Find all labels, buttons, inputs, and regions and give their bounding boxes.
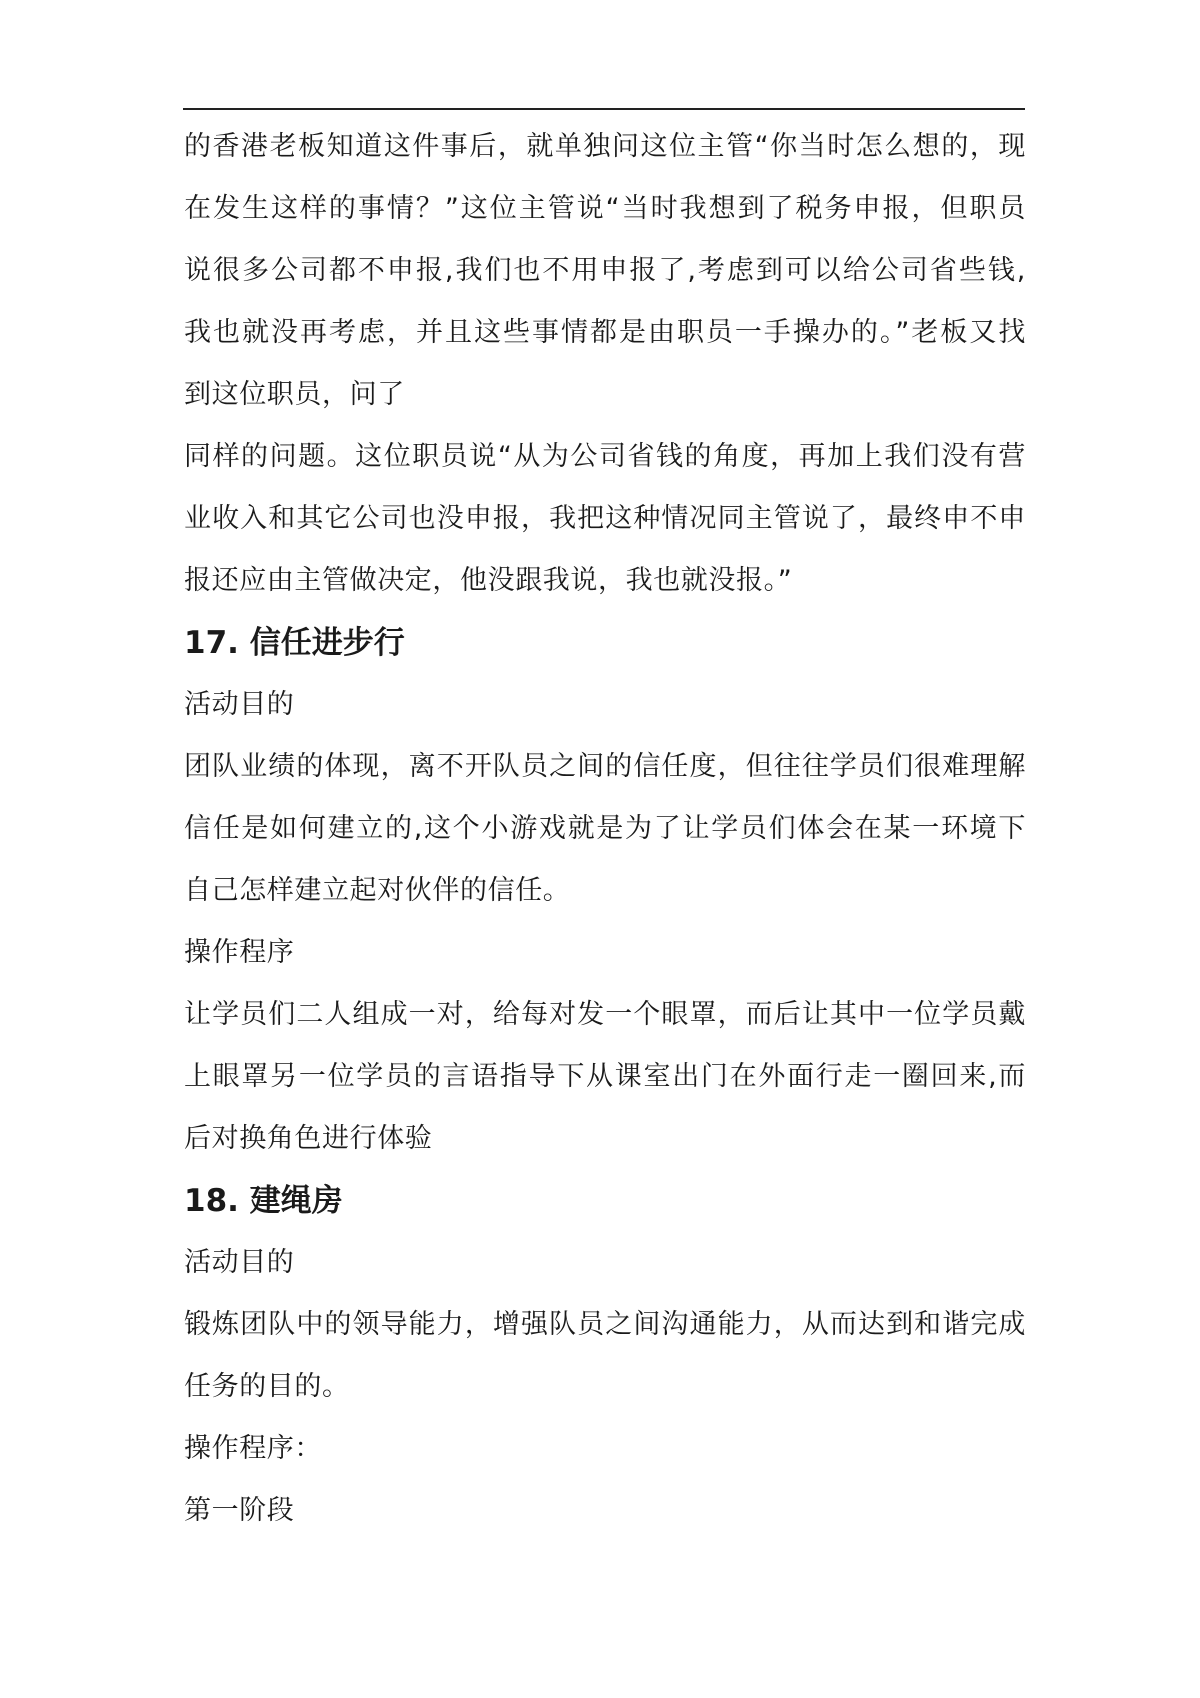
text-line: 说很多公司都不申报,我们也不用申报了,考虑到可以给公司省些钱,: [184, 255, 1026, 286]
text-line: 操作程序：: [184, 1433, 322, 1464]
text-line: 信任是如何建立的,这个小游戏就是为了让学员们体会在某一环境下: [184, 813, 1026, 844]
section-heading: 17. 信任进步行: [184, 625, 405, 661]
text-line: 团队业绩的体现，离不开队员之间的信任度，但往往学员们很难理解: [184, 751, 1026, 782]
text-line: 上眼罩另一位学员的言语指导下从课室出门在外面行走一圈回来,而: [184, 1061, 1026, 1092]
text-line: 自己怎样建立起对伙伴的信任。: [184, 875, 571, 906]
text-line: 后对换角色进行体验: [184, 1123, 433, 1154]
section-heading: 18. 建绳房: [184, 1183, 343, 1219]
text-line: 业收入和其它公司也没申报，我把这种情况同主管说了，最终申不申: [184, 503, 1026, 534]
text-line: 的香港老板知道这件事后，就单独问这位主管“你当时怎么想的，现: [184, 131, 1026, 162]
text-line: 同样的问题。这位职员说“从为公司省钱的角度，再加上我们没有营: [184, 441, 1026, 472]
text-line: 在发生这样的事情？”这位主管说“当时我想到了税务申报，但职员: [184, 193, 1026, 224]
text-line: 第一阶段: [184, 1495, 295, 1526]
text-line: 操作程序: [184, 937, 295, 968]
text-line: 我也就没再考虑，并且这些事情都是由职员一手操办的。”老板又找: [184, 317, 1026, 348]
document-body: [184, 116, 1026, 1542]
text-line: 活动目的: [184, 1247, 295, 1278]
text-line: 让学员们二人组成一对，给每对发一个眼罩，而后让其中一位学员戴: [184, 999, 1026, 1030]
text-line: 报还应由主管做决定，他没跟我说，我也就没报。”: [184, 565, 793, 596]
text-line: 到这位职员，问了: [184, 379, 405, 410]
text-line: 锻炼团队中的领导能力，增强队员之间沟通能力，从而达到和谐完成: [184, 1309, 1026, 1340]
header-rule: [183, 108, 1025, 110]
text-line: 任务的目的。: [184, 1371, 350, 1402]
text-line: 活动目的: [184, 689, 295, 720]
